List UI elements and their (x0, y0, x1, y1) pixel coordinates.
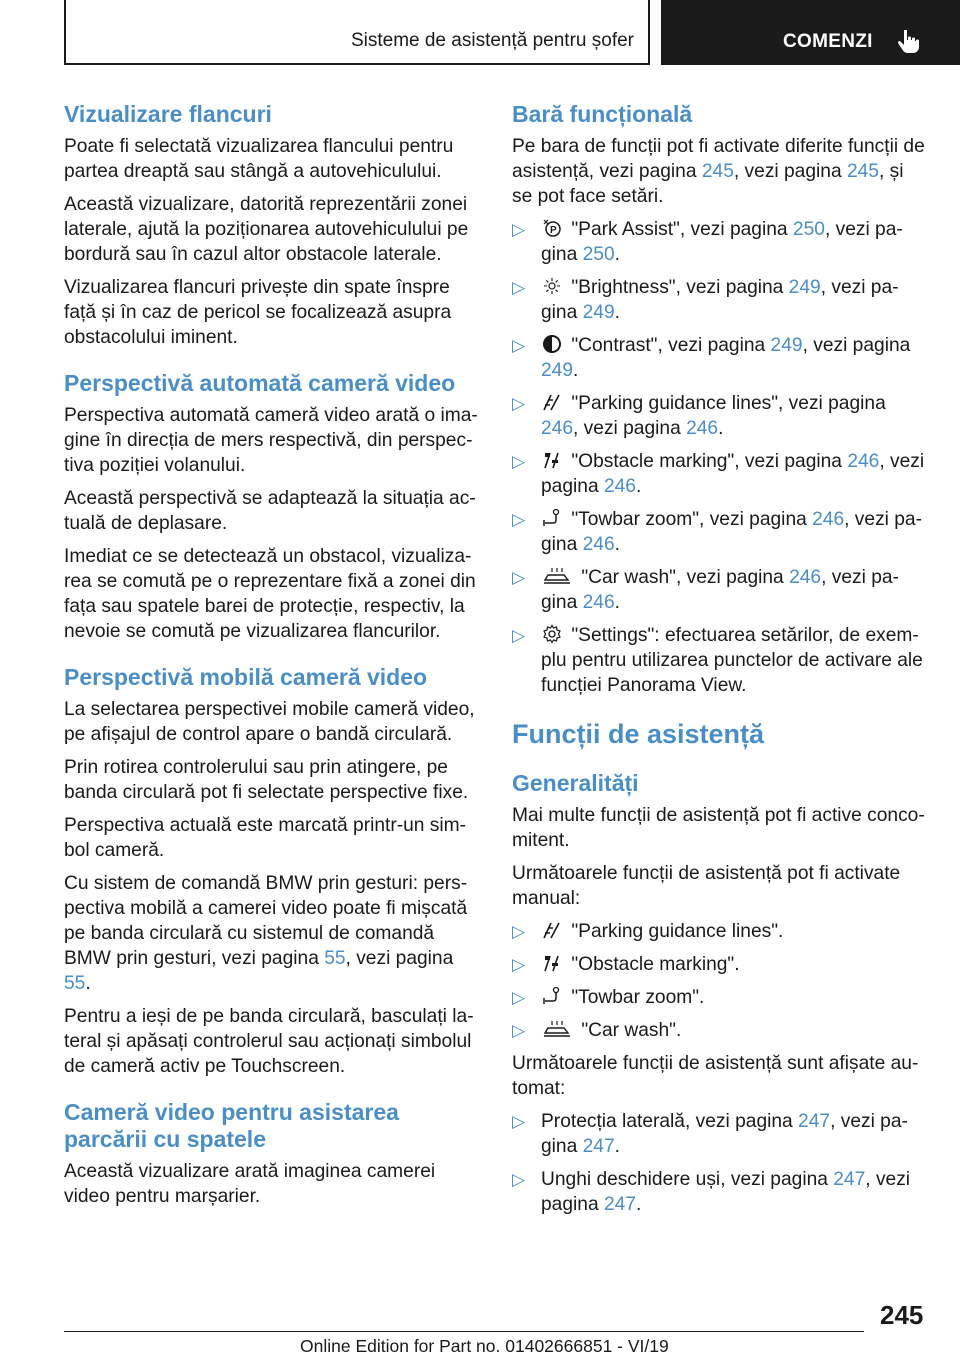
page-link[interactable]: 249 (788, 277, 821, 298)
section-title: Sisteme de asistență pentru șofer (350, 30, 634, 51)
heading-side-view: Vizualizare flancuri (64, 101, 272, 127)
paragraph: Această perspectivă se adaptează la situația actuală de deplasare. (64, 488, 476, 534)
page-link[interactable]: 246 (582, 592, 615, 613)
bullet-icon: ▷ (512, 1112, 526, 1131)
paragraph: Perspectiva actuală este marcată printr-un simbol cameră. (64, 815, 467, 861)
page-link[interactable]: 245 (846, 161, 879, 182)
paragraph: Mai multe funcții de asistență pot fi active concomitent. (512, 805, 925, 851)
list-item: ▷ "Brightness", vezi pagina 249, vezi pagina 249. (512, 277, 899, 323)
bullet-icon: ▷ (512, 452, 526, 471)
section-tab[interactable] (64, 0, 650, 65)
bullet-icon: ▷ (512, 220, 526, 239)
list-item: ▷ "Towbar zoom", vezi pagina 246, vezi pagina 246. (512, 509, 922, 555)
list-item: ▷ "Towbar zoom". (512, 987, 705, 1008)
page-link[interactable]: 250 (582, 244, 615, 265)
heading-rear-camera: Cameră video pentru asistarea parcării cu spatele (64, 1099, 399, 1152)
towbar-zoom-icon (542, 508, 562, 528)
bullet-icon: ▷ (512, 510, 526, 529)
pointing-hand-icon (897, 28, 921, 54)
paragraph: Poate fi selectată vizualizarea flancului pentru partea dreaptă sau stângă a autovehiculului. (64, 136, 454, 182)
brightness-icon (542, 276, 562, 296)
list-item: ▷ "Parking guidance lines". (512, 921, 784, 942)
right-column (512, 101, 928, 1225)
page-link[interactable]: 55 (324, 948, 346, 969)
bullet-icon: ▷ (512, 394, 526, 413)
page-header (64, 0, 960, 66)
bullet-icon: ▷ (512, 568, 526, 587)
bullet-icon: ▷ (512, 336, 526, 355)
page-link[interactable]: 249 (770, 335, 803, 356)
page-link[interactable]: 246 (847, 451, 880, 472)
heading-automatic-camera: Perspectivă automată cameră video (64, 370, 456, 396)
car-wash-icon (542, 1019, 572, 1039)
bullet-icon: ▷ (512, 1170, 526, 1189)
bullet-icon: ▷ (512, 1021, 526, 1040)
page-link[interactable]: 249 (582, 302, 615, 323)
bullet-icon: ▷ (512, 922, 526, 941)
paragraph: Cu sistem de comandă BMW prin gesturi: perspectiva mobilă a camerei video poate fi mișcată pe banda circulară cu sistemul de comandă BMW prin gesturi, vezi pagina 55, vezi pagina 55. (64, 873, 468, 994)
chapter-tab[interactable] (661, 0, 960, 65)
footer-divider (64, 1331, 864, 1332)
park-assist-icon (542, 218, 562, 238)
page-link[interactable]: 246 (686, 418, 719, 439)
towbar-zoom-icon (542, 986, 562, 1006)
list-item: ▷ P "Park Assist", vezi pagina 250, vezi pagina 250. (512, 219, 903, 265)
page-link[interactable]: 246 (812, 509, 845, 530)
obstacle-marking-icon (542, 450, 562, 470)
page-link[interactable]: 246 (789, 567, 822, 588)
svg-text:P: P (550, 225, 557, 236)
list-item: ▷ "Obstacle marking". (512, 954, 740, 975)
page-number: 245 (880, 1300, 924, 1330)
settings-icon (542, 624, 562, 644)
heading-general: Generalități (512, 770, 639, 796)
paragraph: Imediat ce se detectează un obstacol, vizualizarea se comută pe o reprezentare fixă a zonei din fața sau spatele barei de protecție, respectiv, la nevoie se comută pe vizualizarea flancurilor. (64, 546, 476, 642)
obstacle-marking-icon (542, 953, 562, 973)
paragraph: Următoarele funcții de asistență pot fi activate manual: (512, 863, 901, 909)
bullet-icon: ▷ (512, 955, 526, 974)
contrast-icon (542, 334, 562, 354)
left-column (64, 101, 479, 1217)
list-item: ▷ Unghi deschidere uși, vezi pagina 247, vezi pagina 247. (512, 1169, 911, 1215)
page-link[interactable]: 246 (582, 534, 615, 555)
paragraph: Vizualizarea flancuri privește din spate înspre față și în caz de pericol se focalizează asupra obstacolului iminent. (64, 277, 452, 348)
list-item: ▷ "Obstacle marking", vezi pagina 246, vezi pagina 246. (512, 451, 925, 497)
heading-assist-functions: Funcții de asistență (512, 719, 765, 749)
parking-guidance-lines-icon (542, 920, 562, 940)
paragraph: Pentru a ieși de pe banda circulară, basculați lateral și apăsați controlerul sau acționați simbolul de cameră activ pe Touchscreen. (64, 1006, 474, 1077)
list-item: ▷ Protecția laterală, vezi pagina 247, vezi pagina 247. (512, 1111, 908, 1157)
paragraph: Perspectiva automată cameră video arată o imagine în direcția de mers respectivă, din perspectiva poziției volanului. (64, 405, 478, 476)
paragraph: Această vizualizare arată imaginea camerei video pentru marșarier. (64, 1161, 436, 1207)
page-link[interactable]: 245 (701, 161, 734, 182)
car-wash-icon (542, 566, 572, 586)
paragraph: Pe bara de funcții pot fi activate diferite funcții de asistență, vezi pagina 245, vezi pagina 245, și se pot face setări. (512, 136, 925, 207)
page-link[interactable]: 55 (64, 973, 86, 994)
edition-note: Online Edition for Part no. 01402666851 - VI/19 (300, 1336, 669, 1356)
page-link[interactable]: 247 (603, 1194, 636, 1215)
page-link[interactable]: 249 (541, 360, 574, 381)
list-item: ▷ "Car wash". (512, 1020, 682, 1041)
chapter-label: COMENZI (783, 31, 873, 52)
page-link[interactable]: 247 (798, 1111, 831, 1132)
heading-mobile-camera: Perspectivă mobilă cameră video (64, 664, 428, 690)
paragraph: Această vizualizare, datorită reprezentării zonei laterale, ajută la poziționarea autovehiculului pe bordură sau în cazul altor obstacole laterale. (64, 194, 469, 265)
parking-guidance-lines-icon (542, 392, 562, 412)
paragraph: La selectarea perspectivei mobile cameră video, pe afișajul de control apare o bandă circulară. (64, 699, 475, 745)
heading-function-bar: Bară funcțională (512, 101, 693, 127)
paragraph: Următoarele funcții de asistență sunt afișate automat: (512, 1053, 919, 1099)
page-link[interactable]: 250 (792, 219, 825, 240)
bullet-icon: ▷ (512, 278, 526, 297)
bullet-icon: ▷ (512, 988, 526, 1007)
page-link[interactable]: 247 (582, 1136, 615, 1157)
paragraph: Prin rotirea controlerului sau prin atingere, pe banda circulară pot fi selectate perspective fixe. (64, 757, 469, 803)
list-item: ▷ "Car wash", vezi pagina 246, vezi pagina 246. (512, 567, 899, 613)
list-item: ▷ "Contrast", vezi pagina 249, vezi pagina 249. (512, 335, 911, 381)
page-link[interactable]: 246 (541, 418, 574, 439)
page-link[interactable]: 247 (833, 1169, 866, 1190)
list-item: ▷ "Settings": efectuarea setărilor, de exemplu pentru utilizarea punctelor de activare ale funcției Panorama View. (512, 625, 923, 696)
list-item: ▷ "Parking guidance lines", vezi pagina 246, vezi pagina 246. (512, 393, 886, 439)
page-link[interactable]: 246 (603, 476, 636, 497)
bullet-icon: ▷ (512, 626, 526, 645)
